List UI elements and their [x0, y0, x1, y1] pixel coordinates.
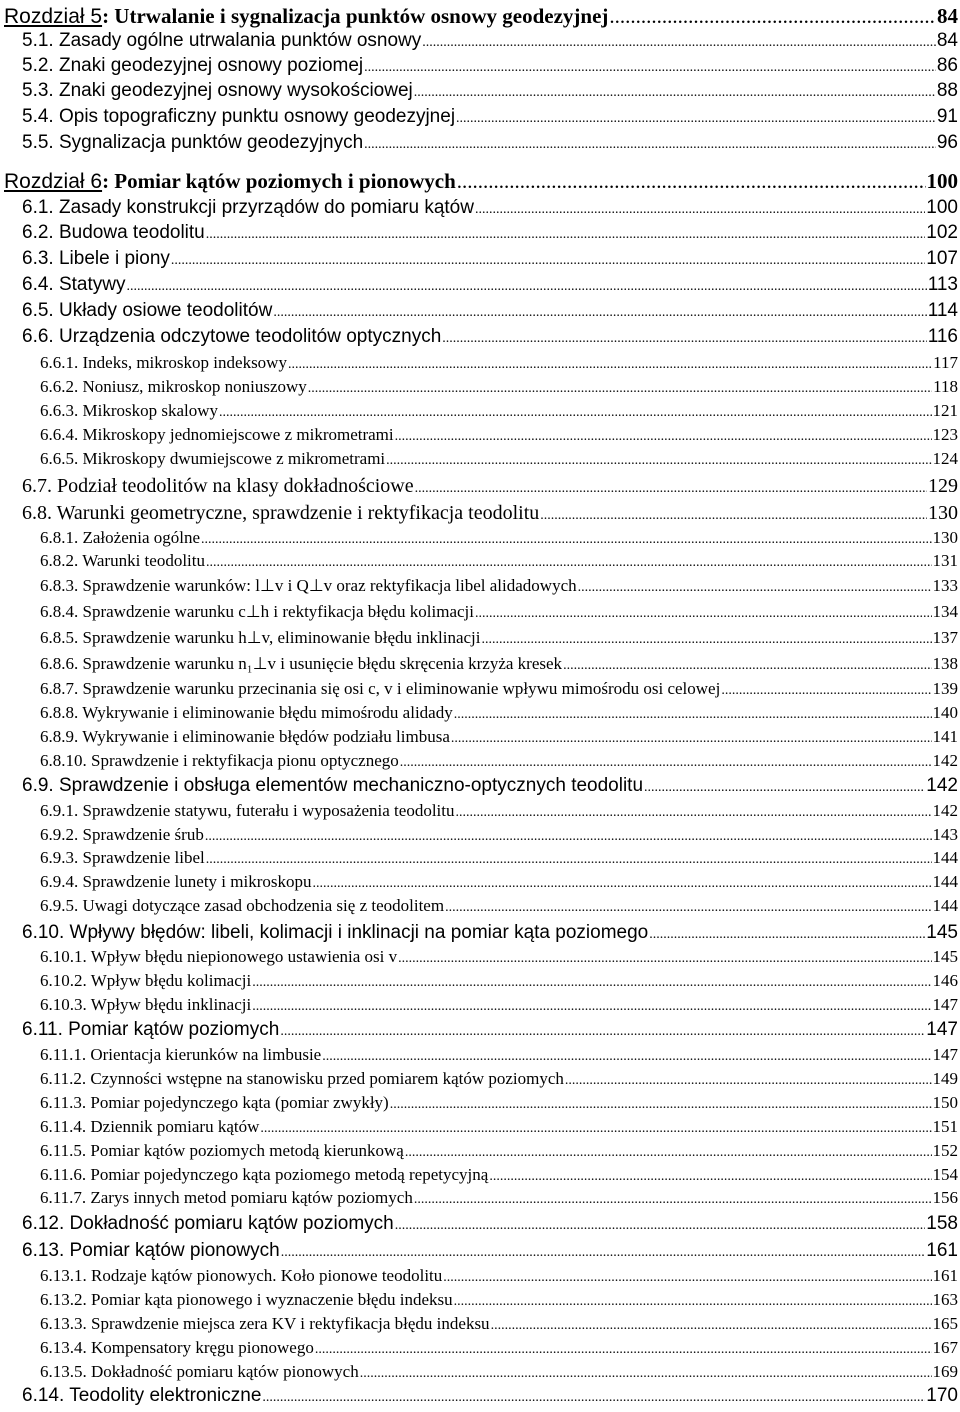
dot-leader: [475, 606, 931, 622]
toc-entry[interactable]: [22, 197, 958, 219]
toc-entry[interactable]: [40, 602, 958, 622]
page-number: 170: [926, 1385, 958, 1406]
toc-entry[interactable]: [40, 995, 958, 1015]
toc-entry[interactable]: [40, 848, 958, 868]
toc-entry-label: 6.9.3. Sprawdzenie libel: [40, 848, 205, 867]
page-number: 118: [933, 377, 958, 396]
page-number: 151: [932, 1117, 958, 1136]
toc-entry-label: 6.2. Budowa teodolitu: [22, 222, 205, 243]
toc-entry[interactable]: [22, 1019, 958, 1041]
dot-leader: [491, 1318, 932, 1334]
toc-entry-label: 6.6.5. Mikroskopy dwumiejscowe z mikrometrami: [40, 449, 386, 468]
toc-entry-label: 6.13.1. Rodzaje kątów pionowych. Koło pionowe teodolitu: [40, 1266, 443, 1285]
dot-leader: [364, 60, 936, 76]
page-number: 114: [927, 300, 958, 321]
toc-entry-label: 6.11.1. Orientacja kierunków na limbusie: [40, 1045, 322, 1064]
dot-leader: [281, 1245, 926, 1261]
page-number: 123: [932, 425, 958, 444]
toc-entry-label: 6.8.6. Sprawdzenie warunku n₁⊥v i usunięcie błędu skręcenia krzyża kresek: [40, 654, 563, 673]
toc-entry[interactable]: [40, 679, 958, 699]
toc-entry-label: 6.11.6. Pomiar pojedynczego kąta poziomego metodą repetycyjną: [40, 1165, 489, 1184]
dot-leader: [171, 253, 925, 269]
dot-leader: [205, 829, 932, 845]
toc-entry[interactable]: [22, 1240, 958, 1262]
dot-leader: [252, 999, 931, 1015]
dot-leader: [578, 580, 932, 596]
toc-entry[interactable]: [22, 326, 958, 348]
toc-entry[interactable]: [40, 1188, 958, 1208]
toc-entry[interactable]: [22, 775, 958, 797]
dot-leader: [262, 1390, 925, 1406]
toc-entry-label: 6.6.2. Noniusz, mikroskop noniuszowy: [40, 377, 307, 396]
page-number: 149: [932, 1069, 958, 1088]
toc-entry-label: 6.9.1. Sprawdzenie statywu, futerału i wyposażenia teodolitu: [40, 801, 455, 820]
dot-leader: [390, 1097, 932, 1113]
dot-leader: [405, 1145, 932, 1161]
toc-entry[interactable]: [40, 872, 958, 892]
toc-entry[interactable]: [22, 80, 958, 102]
toc-entry-label: 6.12. Dokładność pomiaru kątów poziomych: [22, 1213, 394, 1234]
page-number: 144: [932, 896, 958, 915]
toc-entry[interactable]: [40, 1362, 958, 1382]
toc-entry-label: 5.3. Znaki geodezyjnej osnowy wysokościowej: [22, 80, 413, 101]
chapter-number: Rozdział 6: [4, 170, 103, 193]
toc-entry-label: 6.8. Warunki geometryczne, sprawdzenie i rektyfikacja teodolitu: [22, 502, 540, 524]
page-number: 154: [932, 1165, 958, 1184]
dot-leader: [206, 555, 932, 571]
toc-entry-label: 6.13.5. Dokładność pomiaru kątów pionowych: [40, 1362, 359, 1381]
toc-entry[interactable]: [22, 502, 958, 525]
page-number: 165: [932, 1314, 958, 1333]
dot-leader: [414, 85, 936, 101]
dot-leader: [475, 202, 925, 218]
toc-entry-label: 6.1. Zasady konstrukcji przyrządów do pomiaru kątów: [22, 197, 474, 218]
toc-entry[interactable]: [22, 475, 958, 498]
dot-leader: [127, 279, 927, 295]
toc-entry-label: 6.8.1. Założenia ogólne: [40, 528, 201, 547]
toc-entry-label: 6.11.4. Dziennik pomiaru kątów: [40, 1117, 260, 1136]
dot-leader: [414, 1192, 932, 1208]
toc-entry[interactable]: [40, 1338, 958, 1358]
dot-leader: [609, 4, 936, 29]
dot-leader: [442, 331, 926, 347]
toc-entry[interactable]: [40, 353, 958, 373]
page-number: 169: [932, 1362, 958, 1381]
dot-leader: [219, 405, 931, 421]
dot-leader: [206, 852, 932, 868]
page-number: 167: [932, 1338, 958, 1357]
dot-leader: [308, 381, 932, 397]
chapter-number: Rozdział 5: [4, 5, 103, 28]
toc-entry[interactable]: [40, 377, 958, 397]
dot-leader: [489, 1169, 931, 1185]
toc-entry[interactable]: [22, 248, 958, 270]
page-number: 142: [932, 801, 958, 820]
toc-entry-label: 6.11. Pomiar kątów poziomych: [22, 1019, 280, 1040]
page-number: 147: [932, 1045, 958, 1064]
toc-entry-label: 6.8.8. Wykrywanie i eliminowanie błędu mimośrodu alidady: [40, 703, 453, 722]
dot-leader: [288, 357, 932, 373]
toc-entry-label: 6.6.3. Mikroskop skalowy: [40, 401, 219, 420]
toc-entry[interactable]: [40, 971, 958, 991]
toc-entry-label: 6.10.3. Wpływ błędu inklinacji: [40, 995, 252, 1014]
page-number: 147: [926, 1019, 958, 1040]
toc-entry-label: 5.5. Sygnalizacja punktów geodezyjnych: [22, 132, 364, 153]
toc-entry[interactable]: [22, 1385, 958, 1407]
page-number: 139: [932, 679, 958, 698]
page-number: 100: [926, 197, 958, 218]
toc-chapter-entry[interactable]: [4, 169, 958, 194]
page-number: 144: [932, 848, 958, 867]
toc-entry-label: 6.6. Urządzenia odczytowe teodolitów optycznych: [22, 326, 442, 347]
dot-leader: [252, 975, 931, 991]
page-number: 150: [932, 1093, 958, 1112]
page-number: 96: [936, 132, 958, 153]
dot-leader: [386, 453, 931, 469]
dot-leader: [454, 707, 932, 723]
toc-entry-label: 6.9.5. Uwagi dotyczące zasad obchodzenia się z teodolitem: [40, 896, 445, 915]
dot-leader: [395, 1218, 926, 1234]
dot-leader: [451, 731, 932, 747]
dot-leader: [360, 1366, 932, 1382]
toc-entry-label: 6.13.4. Kompensatory kręgu pionowego: [40, 1338, 314, 1357]
dot-leader: [364, 137, 936, 153]
toc-entry[interactable]: [40, 1141, 958, 1161]
page-number: 144: [932, 872, 958, 891]
toc-entry[interactable]: [40, 801, 958, 821]
toc-entry-label: 6.11.5. Pomiar kątów poziomych metodą kierunkową: [40, 1141, 404, 1160]
page-number: 145: [926, 922, 958, 943]
dot-leader: [273, 305, 926, 321]
toc-entry-label: 5.4. Opis topograficzny punktu osnowy geodezyjnej: [22, 106, 456, 127]
dot-leader: [456, 111, 936, 127]
toc-entry-label: 6.5. Układy osiowe teodolitów: [22, 300, 273, 321]
page-number: 146: [932, 971, 958, 990]
toc-entry[interactable]: [40, 1266, 958, 1286]
toc-entry-label: 6.8.9. Wykrywanie i eliminowanie błędów podziału limbusa: [40, 727, 450, 746]
dot-leader: [395, 429, 932, 445]
page-number: 130: [928, 502, 958, 524]
toc-entry-label: 6.6.4. Mikroskopy jednomiejscowe z mikrometrami: [40, 425, 394, 444]
dot-leader: [456, 805, 932, 821]
page-number: 129: [928, 475, 958, 497]
dot-leader: [400, 755, 932, 771]
dot-leader: [563, 658, 931, 674]
toc-entry[interactable]: [40, 947, 958, 967]
toc-entry[interactable]: [40, 751, 958, 771]
toc-entry-label: 6.10.2. Wpływ błędu kolimacji: [40, 971, 252, 990]
page-number: 91: [936, 106, 958, 127]
toc-entry-label: 6.8.5. Sprawdzenie warunku h⊥v, eliminowanie błędu inklinacji: [40, 628, 481, 647]
dot-leader: [201, 532, 931, 548]
toc-entry[interactable]: [40, 1045, 958, 1065]
dot-leader: [540, 508, 927, 524]
page-number: 124: [932, 449, 958, 468]
page-number: 116: [927, 326, 958, 347]
toc-entry-label: 6.11.3. Pomiar pojedynczego kąta (pomiar zwykły): [40, 1093, 389, 1112]
dot-leader: [644, 780, 925, 796]
toc-entry[interactable]: [40, 703, 958, 723]
page-number: 163: [932, 1290, 958, 1309]
toc-entry-label: 6.9. Sprawdzenie i obsługa elementów mechaniczno-optycznych teodolitu: [22, 775, 644, 796]
toc-entry-label: 6.8.10. Sprawdzenie i rektyfikacja pionu optycznego: [40, 751, 399, 770]
page-number: 147: [932, 995, 958, 1014]
page-number: 100: [926, 169, 958, 193]
toc-entry-label: 6.14. Teodolity elektroniczne: [22, 1385, 262, 1406]
toc-entry[interactable]: [40, 1069, 958, 1089]
dot-leader: [457, 169, 926, 194]
toc-entry-label: 6.6.1. Indeks, mikroskop indeksowy: [40, 353, 287, 372]
toc-entry[interactable]: [22, 30, 958, 52]
toc-entry-label: 5.2. Znaki geodezyjnej osnowy poziomej: [22, 55, 364, 76]
chapter-title: : Utrwalanie i sygnalizacja punktów osnowy geodezyjnej: [102, 4, 609, 28]
dot-leader: [422, 35, 936, 51]
dot-leader: [482, 632, 932, 648]
toc-entry-label: 6.9.2. Sprawdzenie śrub: [40, 825, 204, 844]
page-number: 158: [926, 1213, 958, 1234]
page-number: 161: [926, 1240, 958, 1261]
dot-leader: [415, 481, 927, 497]
toc-entry-label: 6.13. Pomiar kątów pionowych: [22, 1240, 280, 1261]
toc-entry-label: 6.11.7. Zarys innych metod pomiaru kątów poziomych: [40, 1188, 413, 1207]
page-number: 131: [932, 551, 958, 570]
chapter-title: : Pomiar kątów poziomych i pionowych: [102, 169, 456, 193]
dot-leader: [445, 900, 931, 916]
page-number: 143: [932, 825, 958, 844]
page-number: 88: [936, 80, 958, 101]
page-number: 138: [932, 654, 958, 673]
page-number: 140: [932, 703, 958, 722]
toc-entry-label: 5.1. Zasady ogólne utrwalania punktów osnowy: [22, 30, 422, 51]
dot-leader: [280, 1024, 925, 1040]
toc-entry-label: 6.11.2. Czynności wstępne na stanowisku przed pomiarem kątów poziomych: [40, 1069, 564, 1088]
dot-leader: [260, 1121, 931, 1137]
toc-entry-label: 6.8.2. Warunki teodolitu: [40, 551, 205, 570]
toc-entry[interactable]: [22, 274, 958, 296]
page-number: 130: [932, 528, 958, 547]
page-number: 156: [932, 1188, 958, 1207]
toc-entry[interactable]: [22, 300, 958, 322]
page-number: 121: [932, 401, 958, 420]
toc-chapter-entry[interactable]: [4, 4, 958, 29]
toc-entry-label: 6.10.1. Wpływ błędu niepionowego ustawienia osi v: [40, 947, 398, 966]
page-number: 145: [932, 947, 958, 966]
toc-entry[interactable]: [40, 727, 958, 747]
page-number: 113: [927, 274, 958, 295]
toc-entry[interactable]: [40, 1117, 958, 1137]
toc-entry-label: 6.13.2. Pomiar kąta pionowego i wyznaczenie błędu indeksu: [40, 1290, 453, 1309]
page-number: 107: [926, 248, 958, 269]
page-number: 84: [937, 4, 958, 28]
toc-entry[interactable]: [40, 551, 958, 571]
page-number: 152: [932, 1141, 958, 1160]
toc-entry[interactable]: [40, 528, 958, 548]
toc-entry-label: 6.10. Wpływy błędów: libeli, kolimacji i inklinacji na pomiar kąta poziomego: [22, 922, 649, 943]
toc-entry[interactable]: [40, 449, 958, 469]
page-number: 137: [932, 628, 958, 647]
toc-entry[interactable]: [40, 401, 958, 421]
toc-entry[interactable]: [40, 1093, 958, 1113]
toc-entry[interactable]: [40, 825, 958, 845]
dot-leader: [565, 1073, 932, 1089]
toc-entry-label: 6.3. Libele i piony: [22, 248, 170, 269]
toc-entry-label: 6.8.4. Sprawdzenie warunku c⊥h i rektyfikacja błędu kolimacji: [40, 602, 475, 621]
toc-entry[interactable]: [40, 896, 958, 916]
dot-leader: [721, 683, 931, 699]
page-number: 102: [926, 222, 958, 243]
dot-leader: [322, 1049, 931, 1065]
toc-entry[interactable]: [22, 55, 958, 77]
dot-leader: [649, 927, 925, 943]
toc-entry-label: 6.9.4. Sprawdzenie lunety i mikroskopu: [40, 872, 312, 891]
toc-entry[interactable]: [40, 628, 958, 648]
toc-entry[interactable]: [40, 654, 958, 674]
toc-entry[interactable]: [22, 922, 958, 944]
toc-entry[interactable]: [40, 576, 958, 596]
page-number: 161: [932, 1266, 958, 1285]
page-number: 86: [936, 55, 958, 76]
toc-entry[interactable]: [40, 1314, 958, 1334]
dot-leader: [315, 1342, 932, 1358]
toc-entry-label: 6.8.7. Sprawdzenie warunku przecinania się osi c, v i eliminowanie wpływu mimośrodu osi celowej: [40, 679, 721, 698]
toc-entry[interactable]: [40, 1290, 958, 1310]
toc-entry[interactable]: [40, 425, 958, 445]
page-number: 117: [933, 353, 958, 372]
toc-entry[interactable]: [22, 222, 958, 244]
toc-entry[interactable]: [22, 132, 958, 154]
toc-entry-label: 6.13.3. Sprawdzenie miejsca zera KV i rektyfikacja błędu indeksu: [40, 1314, 490, 1333]
page-number: 142: [932, 751, 958, 770]
toc-entry-label: 6.7. Podział teodolitów na klasy dokładnościowe: [22, 475, 414, 497]
dot-leader: [313, 876, 932, 892]
dot-leader: [454, 1294, 932, 1310]
toc-entry-label: 6.8.3. Sprawdzenie warunków: l⊥v i Q⊥v oraz rektyfikacja libel alidadowych: [40, 576, 577, 595]
page-number: 141: [932, 727, 958, 746]
toc-entry[interactable]: [22, 106, 958, 128]
page-number: 142: [926, 775, 958, 796]
page-number: 134: [932, 602, 958, 621]
page-number: 133: [932, 576, 958, 595]
toc-entry[interactable]: [40, 1165, 958, 1185]
dot-leader: [443, 1270, 931, 1286]
dot-leader: [206, 227, 926, 243]
toc-entry[interactable]: [22, 1213, 958, 1235]
dot-leader: [398, 951, 931, 967]
page-number: 84: [936, 30, 958, 51]
toc-entry-label: 6.4. Statywy: [22, 274, 126, 295]
